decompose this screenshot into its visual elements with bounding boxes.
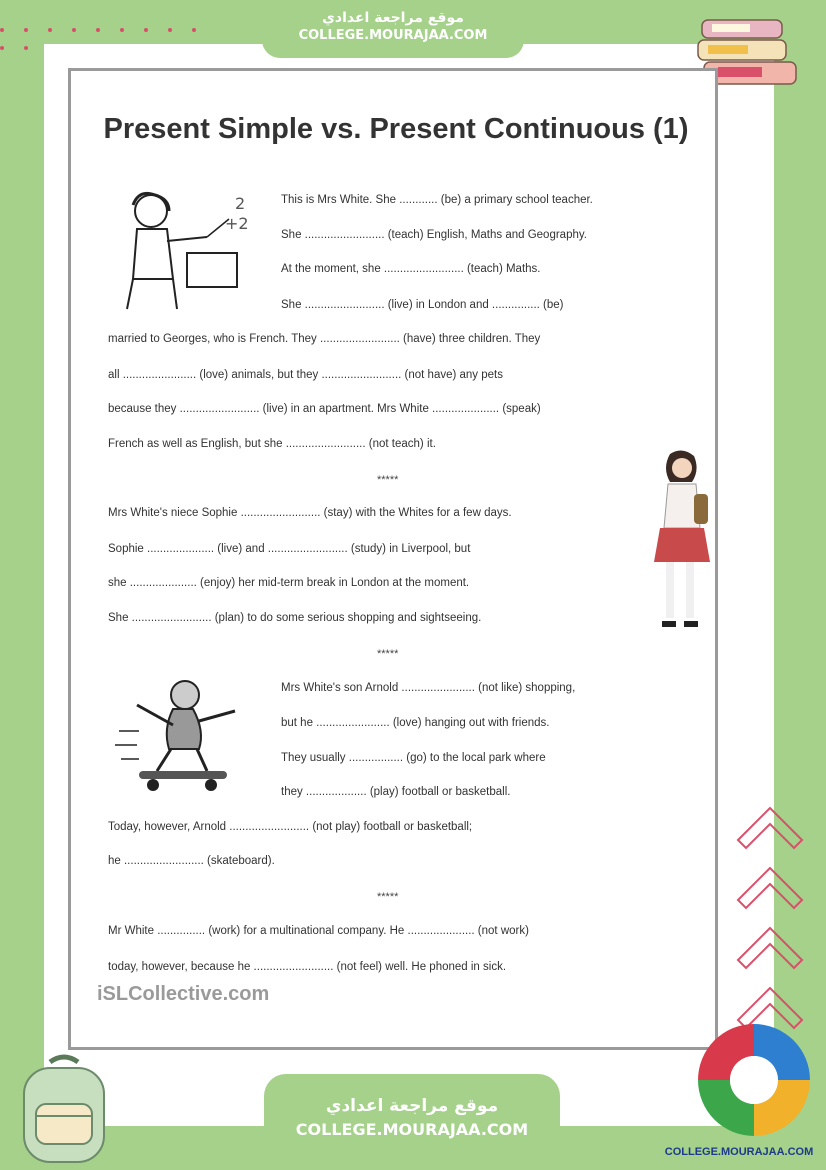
svg-text:2: 2 — [235, 194, 246, 213]
skateboarder-illustration — [115, 671, 245, 801]
paragraph4-line-2: today, however, because he ......................... (not feel) well. He phoned in sick. — [108, 961, 507, 973]
paragraph3-line-6: he ......................... (skateboard). — [108, 855, 275, 867]
separator-3: ***** — [377, 891, 399, 903]
backpack-icon — [14, 1054, 114, 1164]
paragraph3-line-4: they ................... (play) football or basketball. — [281, 786, 511, 798]
paragraph2-line-4: She ......................... (plan) to do some serious shopping and sightseeing. — [108, 612, 482, 624]
separator-2: ***** — [377, 648, 399, 660]
paragraph1-line-1: This is Mrs White. She ............ (be) a primary school teacher. — [281, 194, 593, 206]
paragraph1-line-8: French as well as English, but she ......................... (not teach) it. — [108, 438, 436, 450]
paragraph2-line-1: Mrs White's niece Sophie ......................... (stay) with the Whites for a few days. — [108, 507, 512, 519]
bottom-banner-arabic: موقع مراجعة اعدادي — [325, 1096, 499, 1116]
paragraph1-line-4: She ......................... (live) in London and ............... (be) — [281, 299, 564, 311]
paragraph1-line-5: married to Georges, who is French. They ......................... (have) three children. They — [108, 333, 541, 345]
girl-illustration — [648, 448, 714, 634]
bottom-banner-url[interactable]: COLLEGE.MOURAJAA.COM — [295, 1120, 529, 1139]
paragraph1-line-3: At the moment, she ......................... (teach) Maths. — [281, 263, 541, 275]
paragraph3-line-2: but he ....................... (love) hanging out with friends. — [281, 717, 550, 729]
paragraph3-line-1: Mrs White's son Arnold ....................... (not like) shopping, — [281, 682, 576, 694]
teacher-illustration — [103, 189, 253, 319]
top-banner — [262, 0, 524, 58]
top-banner-arabic: موقع مراجعة اعدادي — [322, 10, 464, 26]
paragraph3-line-5: Today, however, Arnold ......................... (not play) football or basketball; — [108, 821, 473, 833]
islcollective-brand: iSLCollective.com — [97, 983, 270, 1005]
top-banner-url[interactable]: COLLEGE.MOURAJAA.COM — [298, 28, 488, 43]
paragraph1-line-7: because they ......................... (live) in an apartment. Mrs White ..................... (speak) — [108, 403, 541, 415]
worksheet — [68, 68, 718, 1050]
paragraph1-line-6: all ....................... (love) animals, but they ......................... (not have) any pets — [108, 369, 503, 381]
paragraph2-line-2: Sophie ..................... (live) and ......................... (study) in Liverpool, but — [108, 543, 471, 555]
worksheet-title: Present Simple vs. Present Continuous (1) — [103, 113, 689, 145]
paragraph1-line-2: She ......................... (teach) English, Maths and Geography. — [281, 229, 587, 241]
bottom-banner — [264, 1074, 560, 1170]
paragraph4-line-1: Mr White ............... (work) for a multinational company. He ..................... (not work) — [108, 925, 529, 937]
svg-text:+2: +2 — [225, 214, 249, 233]
separator-1: ***** — [377, 474, 399, 486]
corner-logo-label: COLLEGE.MOURAJAA.COM — [664, 1146, 814, 1158]
subjects-circle-logo — [694, 1020, 814, 1140]
paragraph2-line-3: she ..................... (enjoy) her mid-term break in London at the moment. — [108, 577, 470, 589]
paragraph3-line-3: They usually ................. (go) to the local park where — [281, 752, 546, 764]
